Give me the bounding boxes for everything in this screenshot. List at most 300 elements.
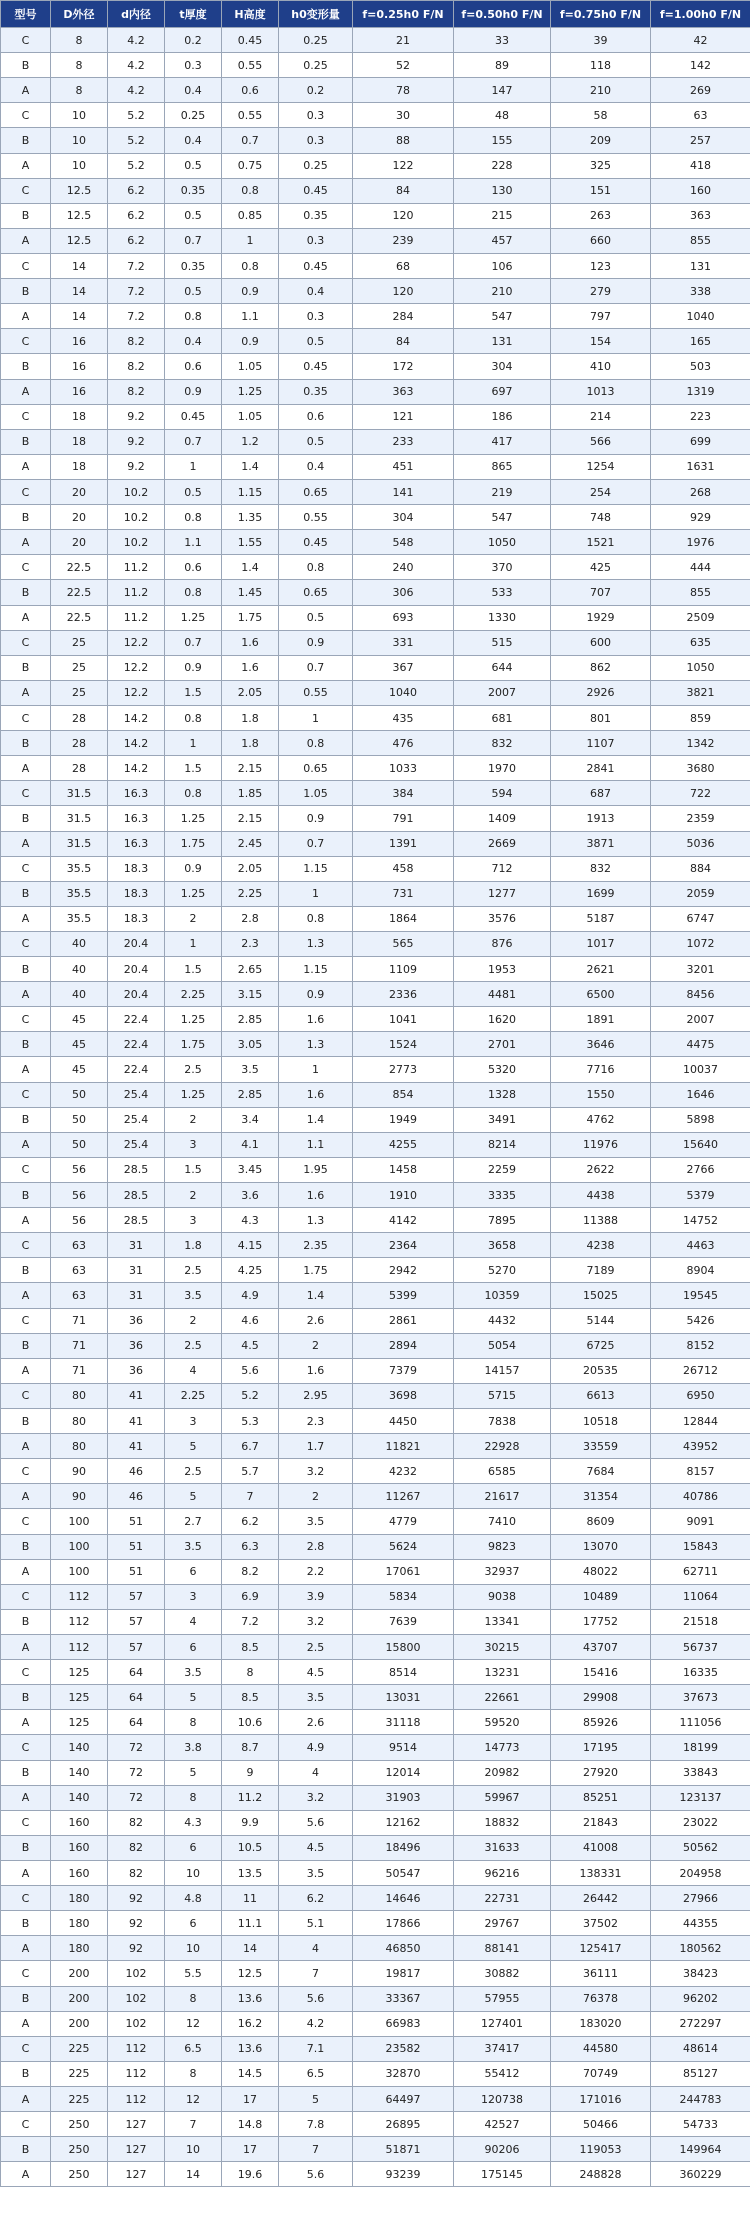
table-cell: 14.8 xyxy=(222,2112,279,2137)
table-cell: A xyxy=(1,831,51,856)
table-cell: 5.7 xyxy=(222,1459,279,1484)
table-cell: 15800 xyxy=(353,1635,454,1660)
header-cell: f=0.75h0 F/N xyxy=(551,1,651,28)
table-cell: 12.5 xyxy=(51,203,108,228)
table-cell: B xyxy=(1,1183,51,1208)
table-row xyxy=(1,2036,750,2061)
table-cell: 1.4 xyxy=(279,1107,353,1132)
table-cell: B xyxy=(1,1032,51,1057)
table-cell: 458 xyxy=(353,856,454,881)
table-cell: 17 xyxy=(222,2086,279,2111)
table-cell: 1 xyxy=(222,228,279,253)
table-cell: 210 xyxy=(454,279,551,304)
table-cell: 17866 xyxy=(353,1911,454,1936)
table-cell: 0.2 xyxy=(279,78,353,103)
table-row xyxy=(1,1911,750,1936)
table-cell: 25 xyxy=(51,655,108,680)
table-cell: C xyxy=(1,1961,51,1986)
table-cell: 2059 xyxy=(651,881,750,906)
table-cell: 2.05 xyxy=(222,680,279,705)
table-cell: C xyxy=(1,856,51,881)
header-row xyxy=(1,1,750,28)
table-cell: 2.35 xyxy=(279,1233,353,1258)
table-cell: 6.5 xyxy=(165,2036,222,2061)
table-cell: 10.6 xyxy=(222,1710,279,1735)
table-cell: 6.2 xyxy=(108,178,165,203)
table-cell: 1 xyxy=(279,1057,353,1082)
table-cell: 3.45 xyxy=(222,1157,279,1182)
table-cell: A xyxy=(1,906,51,931)
table-cell: 15640 xyxy=(651,1132,750,1157)
table-cell: 112 xyxy=(51,1635,108,1660)
header-cell: d内径 xyxy=(108,1,165,28)
table-row xyxy=(1,1886,750,1911)
table-row xyxy=(1,705,750,730)
table-cell: 1631 xyxy=(651,454,750,479)
table-cell: 791 xyxy=(353,806,454,831)
table-cell: B xyxy=(1,128,51,153)
table-cell: 41 xyxy=(108,1383,165,1408)
table-cell: 122 xyxy=(353,153,454,178)
table-cell: 5 xyxy=(279,2086,353,2111)
table-cell: 62711 xyxy=(651,1559,750,1584)
table-cell: 272297 xyxy=(651,2011,750,2036)
table-cell: 160 xyxy=(51,1810,108,1835)
table-cell: 6 xyxy=(165,1911,222,1936)
table-cell: 4255 xyxy=(353,1132,454,1157)
table-row xyxy=(1,881,750,906)
table-cell: 16.2 xyxy=(222,2011,279,2036)
table-row xyxy=(1,1358,750,1383)
table-cell: C xyxy=(1,1233,51,1258)
table-row xyxy=(1,1986,750,2011)
table-cell: 33843 xyxy=(651,1760,750,1785)
table-cell: 20 xyxy=(51,505,108,530)
table-cell: 1 xyxy=(165,454,222,479)
table-cell: B xyxy=(1,1911,51,1936)
table-cell: 3576 xyxy=(454,906,551,931)
table-cell: 0.9 xyxy=(165,856,222,881)
table-cell: 1050 xyxy=(651,655,750,680)
table-cell: 3680 xyxy=(651,756,750,781)
table-cell: 1.35 xyxy=(222,505,279,530)
table-cell: 3698 xyxy=(353,1383,454,1408)
table-cell: 223 xyxy=(651,404,750,429)
table-cell: 0.7 xyxy=(279,655,353,680)
table-cell: 32870 xyxy=(353,2061,454,2086)
table-cell: A xyxy=(1,1057,51,1082)
table-cell: 884 xyxy=(651,856,750,881)
table-cell: 225 xyxy=(51,2086,108,2111)
table-cell: 18832 xyxy=(454,1810,551,1835)
table-cell: 5834 xyxy=(353,1584,454,1609)
table-row xyxy=(1,429,750,454)
table-cell: 8.5 xyxy=(222,1685,279,1710)
table-cell: 0.8 xyxy=(279,555,353,580)
table-cell: 5.6 xyxy=(222,1358,279,1383)
table-cell: C xyxy=(1,2036,51,2061)
table-cell: 125 xyxy=(51,1660,108,1685)
table-cell: 45 xyxy=(51,1057,108,1082)
table-cell: 9514 xyxy=(353,1735,454,1760)
table-row xyxy=(1,931,750,956)
table-cell: 240 xyxy=(353,555,454,580)
table-cell: 140 xyxy=(51,1785,108,1810)
table-row xyxy=(1,856,750,881)
table-cell: 32937 xyxy=(454,1559,551,1584)
table-cell: 90206 xyxy=(454,2137,551,2162)
table-cell: 0.9 xyxy=(222,329,279,354)
table-cell: 111056 xyxy=(651,1710,750,1735)
table-cell: 5624 xyxy=(353,1534,454,1559)
table-cell: 22.5 xyxy=(51,555,108,580)
table-cell: 384 xyxy=(353,781,454,806)
table-cell: 33559 xyxy=(551,1434,651,1459)
table-cell: 42 xyxy=(651,28,750,53)
table-cell: 1.8 xyxy=(222,731,279,756)
table-cell: 15843 xyxy=(651,1534,750,1559)
table-cell: 4142 xyxy=(353,1208,454,1233)
table-cell: 1.45 xyxy=(222,580,279,605)
table-cell: 444 xyxy=(651,555,750,580)
table-row xyxy=(1,253,750,278)
table-cell: 284 xyxy=(353,304,454,329)
table-cell: 410 xyxy=(551,354,651,379)
table-cell: 7 xyxy=(279,1961,353,1986)
table-cell: 28.5 xyxy=(108,1183,165,1208)
table-cell: 2766 xyxy=(651,1157,750,1182)
table-cell: 1458 xyxy=(353,1157,454,1182)
table-cell: 5.6 xyxy=(279,1810,353,1835)
table-cell: 7.8 xyxy=(279,2112,353,2137)
table-cell: 27920 xyxy=(551,1760,651,1785)
table-cell: 12844 xyxy=(651,1409,750,1434)
table-cell: A xyxy=(1,1208,51,1233)
table-cell: 2.5 xyxy=(165,1057,222,1082)
table-cell: 0.25 xyxy=(279,53,353,78)
table-row xyxy=(1,28,750,53)
table-cell: 80 xyxy=(51,1434,108,1459)
table-cell: 4 xyxy=(279,1936,353,1961)
table-cell: B xyxy=(1,1258,51,1283)
table-cell: 707 xyxy=(551,580,651,605)
table-cell: 5270 xyxy=(454,1258,551,1283)
table-cell: 1.1 xyxy=(165,530,222,555)
table-cell: 56737 xyxy=(651,1635,750,1660)
table-cell: A xyxy=(1,1559,51,1584)
table-cell: 4481 xyxy=(454,982,551,1007)
table-cell: 8456 xyxy=(651,982,750,1007)
table-cell: 64497 xyxy=(353,2086,454,2111)
table-cell: 9.2 xyxy=(108,404,165,429)
table-cell: 600 xyxy=(551,630,651,655)
table-cell: 29767 xyxy=(454,1911,551,1936)
table-cell: 112 xyxy=(108,2086,165,2111)
table-cell: 435 xyxy=(353,705,454,730)
table-cell: 0.4 xyxy=(165,329,222,354)
table-cell: 16.3 xyxy=(108,806,165,831)
table-cell: 2.5 xyxy=(165,1333,222,1358)
table-cell: 7684 xyxy=(551,1459,651,1484)
table-cell: 14 xyxy=(51,279,108,304)
table-cell: 112 xyxy=(108,2061,165,2086)
table-cell: 127 xyxy=(108,2162,165,2187)
table-cell: 476 xyxy=(353,731,454,756)
table-row xyxy=(1,731,750,756)
table-cell: 37417 xyxy=(454,2036,551,2061)
table-cell: 130 xyxy=(454,178,551,203)
table-cell: A xyxy=(1,2011,51,2036)
table-cell: 1.95 xyxy=(279,1157,353,1182)
table-cell: 1040 xyxy=(353,680,454,705)
table-cell: 1328 xyxy=(454,1082,551,1107)
table-cell: 693 xyxy=(353,605,454,630)
table-cell: 6.2 xyxy=(279,1886,353,1911)
table-cell: 2.25 xyxy=(165,982,222,1007)
table-cell: 7716 xyxy=(551,1057,651,1082)
table-cell: C xyxy=(1,253,51,278)
table-cell: 0.4 xyxy=(165,128,222,153)
table-cell: B xyxy=(1,806,51,831)
table-cell: 41 xyxy=(108,1409,165,1434)
table-cell: 2364 xyxy=(353,1233,454,1258)
table-cell: 248828 xyxy=(551,2162,651,2187)
table-cell: 0.3 xyxy=(279,103,353,128)
table-cell: 2 xyxy=(279,1484,353,1509)
table-cell: 59967 xyxy=(454,1785,551,1810)
table-cell: 2622 xyxy=(551,1157,651,1182)
header-cell: f=0.25h0 F/N xyxy=(353,1,454,28)
table-cell: 59520 xyxy=(454,1710,551,1735)
table-cell: 7379 xyxy=(353,1358,454,1383)
table-cell: 1.25 xyxy=(165,1082,222,1107)
table-cell: 722 xyxy=(651,781,750,806)
table-cell: A xyxy=(1,1785,51,1810)
table-cell: 11.2 xyxy=(108,605,165,630)
table-cell: 0.65 xyxy=(279,479,353,504)
table-cell: 0.5 xyxy=(165,479,222,504)
table-cell: A xyxy=(1,1132,51,1157)
table-cell: 1330 xyxy=(454,605,551,630)
table-cell: 63 xyxy=(51,1258,108,1283)
table-cell: 215 xyxy=(454,203,551,228)
table-cell: 1072 xyxy=(651,931,750,956)
table-cell: 2.5 xyxy=(279,1635,353,1660)
table-cell: 13.6 xyxy=(222,2036,279,2061)
table-cell: 279 xyxy=(551,279,651,304)
table-cell: 0.5 xyxy=(279,429,353,454)
table-cell: 22928 xyxy=(454,1434,551,1459)
table-cell: 7 xyxy=(222,1484,279,1509)
table-cell: 4.5 xyxy=(279,1835,353,1860)
table-cell: 1.8 xyxy=(222,705,279,730)
table-cell: 219 xyxy=(454,479,551,504)
table-cell: 533 xyxy=(454,580,551,605)
table-cell: 8 xyxy=(51,78,108,103)
table-cell: 20 xyxy=(51,530,108,555)
table-cell: 46 xyxy=(108,1484,165,1509)
table-cell: 594 xyxy=(454,781,551,806)
table-cell: 63 xyxy=(51,1233,108,1258)
table-cell: A xyxy=(1,756,51,781)
table-row xyxy=(1,354,750,379)
table-cell: 25.4 xyxy=(108,1107,165,1132)
table-cell: 25.4 xyxy=(108,1132,165,1157)
table-cell: 0.35 xyxy=(279,379,353,404)
table-cell: 18 xyxy=(51,429,108,454)
table-cell: 697 xyxy=(454,379,551,404)
table-cell: 0.55 xyxy=(222,103,279,128)
table-cell: 21617 xyxy=(454,1484,551,1509)
table-cell: 5.2 xyxy=(108,103,165,128)
table-cell: 3.2 xyxy=(279,1609,353,1634)
table-cell: 7639 xyxy=(353,1609,454,1634)
table-row xyxy=(1,1584,750,1609)
table-cell: 17061 xyxy=(353,1559,454,1584)
table-cell: 1521 xyxy=(551,530,651,555)
table-cell: B xyxy=(1,1986,51,2011)
table-cell: 1.6 xyxy=(222,630,279,655)
table-cell: 2.6 xyxy=(279,1710,353,1735)
table-cell: C xyxy=(1,1157,51,1182)
table-cell: 33367 xyxy=(353,1986,454,2011)
table-cell: 451 xyxy=(353,454,454,479)
table-row xyxy=(1,178,750,203)
table-cell: 0.6 xyxy=(165,354,222,379)
table-cell: 2.05 xyxy=(222,856,279,881)
table-cell: 4.3 xyxy=(222,1208,279,1233)
table-cell: 180562 xyxy=(651,1936,750,1961)
table-cell: 160 xyxy=(651,178,750,203)
table-cell: 45 xyxy=(51,1032,108,1057)
table-cell: 23022 xyxy=(651,1810,750,1835)
table-cell: B xyxy=(1,1760,51,1785)
table-cell: 0.8 xyxy=(165,505,222,530)
table-cell: 4463 xyxy=(651,1233,750,1258)
table-cell: 22.4 xyxy=(108,1007,165,1032)
table-cell: 4 xyxy=(165,1609,222,1634)
table-cell: 1277 xyxy=(454,881,551,906)
table-cell: 22.5 xyxy=(51,580,108,605)
table-cell: 28 xyxy=(51,705,108,730)
table-row xyxy=(1,2162,750,2187)
table-cell: 186 xyxy=(454,404,551,429)
table-cell: 4450 xyxy=(353,1409,454,1434)
table-cell: 31633 xyxy=(454,1835,551,1860)
table-cell: 1524 xyxy=(353,1032,454,1057)
table-cell: 1013 xyxy=(551,379,651,404)
table-cell: 0.45 xyxy=(222,28,279,53)
table-cell: 165 xyxy=(651,329,750,354)
table-cell: C xyxy=(1,555,51,580)
table-cell: 1 xyxy=(279,705,353,730)
table-cell: 4.8 xyxy=(165,1886,222,1911)
table-cell: A xyxy=(1,530,51,555)
table-cell: 57955 xyxy=(454,1986,551,2011)
table-cell: 4.2 xyxy=(108,78,165,103)
table-cell: 6950 xyxy=(651,1383,750,1408)
table-cell: 1646 xyxy=(651,1082,750,1107)
table-cell: 4.25 xyxy=(222,1258,279,1283)
table-cell: 6.2 xyxy=(222,1509,279,1534)
table-row xyxy=(1,1157,750,1182)
table-row xyxy=(1,1860,750,1885)
table-cell: 10.2 xyxy=(108,479,165,504)
table-cell: 112 xyxy=(51,1584,108,1609)
table-cell: 57 xyxy=(108,1609,165,1634)
table-row xyxy=(1,128,750,153)
table-cell: A xyxy=(1,680,51,705)
table-cell: 10489 xyxy=(551,1584,651,1609)
table-cell: 2.15 xyxy=(222,806,279,831)
table-cell: B xyxy=(1,1609,51,1634)
table-cell: 0.7 xyxy=(165,228,222,253)
table-cell: 96216 xyxy=(454,1860,551,1885)
table-cell: 63 xyxy=(51,1283,108,1308)
table-cell: 18.3 xyxy=(108,856,165,881)
table-cell: 855 xyxy=(651,580,750,605)
table-cell: 5054 xyxy=(454,1333,551,1358)
table-cell: 268 xyxy=(651,479,750,504)
table-cell: 10 xyxy=(51,103,108,128)
table-row xyxy=(1,505,750,530)
table-body xyxy=(1,28,750,2187)
table-cell: 0.8 xyxy=(222,253,279,278)
table-cell: 36 xyxy=(108,1308,165,1333)
table-cell: 7895 xyxy=(454,1208,551,1233)
table-cell: 1.6 xyxy=(222,655,279,680)
table-cell: 1050 xyxy=(454,530,551,555)
header-cell: t厚度 xyxy=(165,1,222,28)
table-cell: 2.65 xyxy=(222,957,279,982)
table-cell: 1409 xyxy=(454,806,551,831)
table-cell: 5 xyxy=(165,1685,222,1710)
table-cell: 2 xyxy=(165,906,222,931)
table-cell: 6.2 xyxy=(108,203,165,228)
table-cell: 425 xyxy=(551,555,651,580)
table-cell: 13031 xyxy=(353,1685,454,1710)
table-cell: 119053 xyxy=(551,2137,651,2162)
table-cell: 35.5 xyxy=(51,906,108,931)
table-cell: 11 xyxy=(222,1886,279,1911)
table-cell: 1949 xyxy=(353,1107,454,1132)
table-cell: 85926 xyxy=(551,1710,651,1735)
table-cell: 250 xyxy=(51,2112,108,2137)
table-cell: 0.5 xyxy=(279,605,353,630)
table-cell: 0.4 xyxy=(279,454,353,479)
table-cell: 503 xyxy=(651,354,750,379)
table-cell: 8 xyxy=(165,1710,222,1735)
table-cell: 5.2 xyxy=(108,153,165,178)
table-cell: 6.2 xyxy=(108,228,165,253)
table-cell: C xyxy=(1,1509,51,1534)
table-cell: 14646 xyxy=(353,1886,454,1911)
table-cell: 44580 xyxy=(551,2036,651,2061)
table-cell: B xyxy=(1,2061,51,2086)
table-cell: 20.4 xyxy=(108,957,165,982)
table-cell: 16.3 xyxy=(108,831,165,856)
table-cell: 1.05 xyxy=(222,354,279,379)
table-cell: 0.55 xyxy=(279,505,353,530)
table-cell: 25.4 xyxy=(108,1082,165,1107)
table-cell: 0.45 xyxy=(279,530,353,555)
table-cell: 1.25 xyxy=(165,881,222,906)
table-row xyxy=(1,530,750,555)
table-cell: 17195 xyxy=(551,1735,651,1760)
table-cell: 3 xyxy=(165,1208,222,1233)
table-cell: 16335 xyxy=(651,1660,750,1685)
table-cell: C xyxy=(1,630,51,655)
